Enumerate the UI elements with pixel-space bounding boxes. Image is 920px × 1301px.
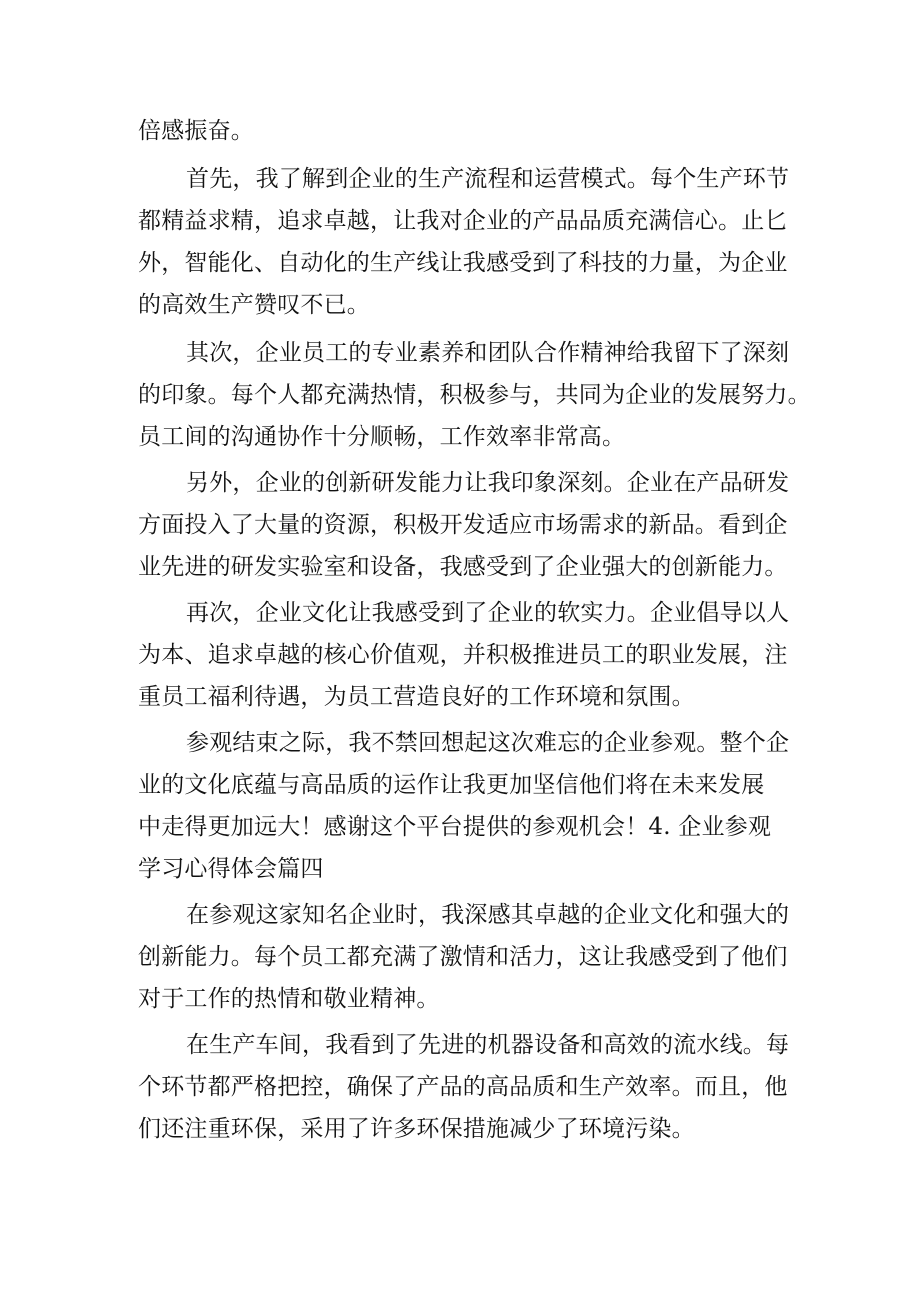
- text-line: 对于工作的热情和敬业精神。: [138, 986, 440, 1012]
- text-line: 都精益求精，追求卓越，让我对企业的产品品质充满信心。止匕: [138, 208, 788, 234]
- text-line: 们还注重环保，采用了许多环保措施减少了环境污染。: [138, 1116, 695, 1142]
- text-line: 员工间的沟通协作十分顺畅，工作效率非常高。: [138, 424, 626, 450]
- text-line: 的印象。每个人都充满热情，积极参与，共同为企业的发展努力。: [138, 382, 811, 408]
- text-line: 外，智能化、自动化的生产线让我感受到了科技的力量，为企业: [138, 250, 788, 276]
- text-line: 在参观这家知名企业时，我深感其卓越的企业文化和强大的: [186, 902, 790, 928]
- text-line: 学习心得体会篇四: [138, 856, 324, 882]
- text-line: 方面投入了大量的资源，积极开发适应市场需求的新品。看到企: [138, 512, 788, 538]
- text-line: 中走得更加远大！感谢这个平台提供的参观机会！4. 企业参观: [138, 814, 772, 840]
- text-line: 创新能力。每个员工都充满了激情和活力，这让我感受到了他们: [138, 944, 788, 970]
- text-line: 首先，我了解到企业的生产流程和运营模式。每个生产环节: [186, 166, 790, 192]
- text-line: 个环节都严格把控，确保了产品的高品质和生产效率。而且，他: [138, 1074, 788, 1100]
- text-line: 参观结束之际，我不禁回想起这次难忘的企业参观。整个企: [186, 730, 790, 756]
- text-line: 为本、追求卓越的核心价值观，并积极推进员工的职业发展，注: [138, 642, 788, 668]
- text-line: 在生产车间，我看到了先进的机器设备和高效的流水线。每: [186, 1032, 790, 1058]
- text-line: 其次，企业员工的专业素养和团队合作精神给我留下了深刻: [186, 340, 790, 366]
- text-line: 再次，企业文化让我感受到了企业的软实力。企业倡导以人: [186, 600, 790, 626]
- text-line: 倍感振奋。: [138, 118, 254, 144]
- text-line: 重员工福利待遇，为员工营造良好的工作环境和氛围。: [138, 684, 695, 710]
- text-line: 另外，企业的创新研发能力让我印象深刻。企业在产品研发: [186, 470, 790, 496]
- text-line: 的高效生产赞叹不已。: [138, 292, 370, 318]
- text-line: 业的文化底蕴与高品质的运作让我更加坚信他们将在未来发展: [138, 772, 765, 798]
- text-line: 业先进的研发实验室和设备，我感受到了企业强大的创新能力。: [138, 554, 788, 580]
